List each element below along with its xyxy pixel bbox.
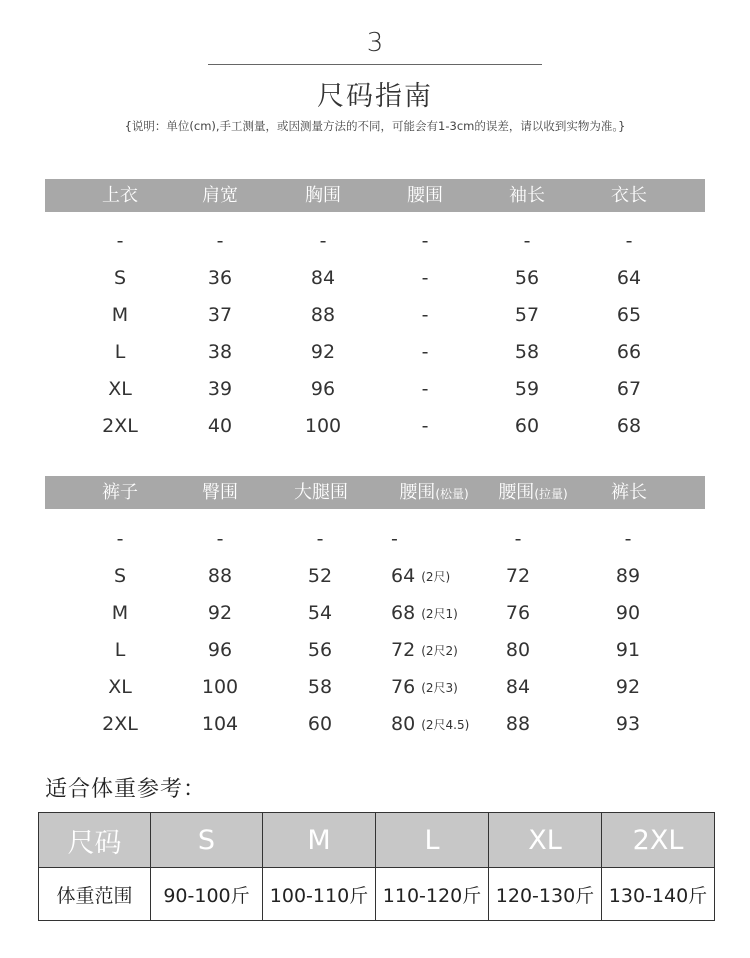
waist-chi-note: (2尺1)	[421, 607, 458, 621]
pants-table-cell	[308, 713, 332, 735]
top-table-cell: 36	[207, 267, 233, 289]
pants-header-cell: 裤长	[611, 482, 647, 503]
page-title: 尺码指南	[317, 81, 433, 112]
pants-table-cell	[616, 713, 640, 735]
weight-size-cell: 2XL	[602, 813, 715, 868]
pants-table-cell	[317, 528, 324, 550]
pants-table-cell	[616, 639, 640, 661]
pants-table-cell	[108, 676, 132, 698]
pants-cell-value: -	[316, 528, 324, 550]
pants-table-cell	[625, 528, 632, 550]
top-table-cell: 96	[310, 378, 336, 400]
pants-table-cell	[308, 602, 332, 624]
top-table-cell: -	[216, 230, 224, 252]
top-table-cell: 92	[310, 341, 336, 363]
top-table-cell: -	[421, 304, 429, 326]
pants-table-cell	[506, 639, 530, 661]
pants-cell-value: -	[514, 528, 522, 550]
weight-size-cell: XL	[489, 813, 602, 868]
top-table-cell: -	[421, 267, 429, 289]
pants-table-cell	[308, 676, 332, 698]
pants-cell-value: 92	[615, 676, 641, 698]
pants-cell-value: -	[116, 528, 124, 550]
pants-cell-value: 2XL	[102, 713, 138, 735]
pants-table-cell	[506, 565, 530, 587]
weight-range-cell: 100-110斤	[263, 868, 376, 921]
top-table-cell: 88	[310, 304, 336, 326]
top-table-cell: S	[113, 267, 127, 289]
pants-header-cell: 臀围	[202, 482, 238, 503]
top-table-cell: -	[625, 230, 633, 252]
pants-table-cell	[208, 639, 232, 661]
pants-table-cell	[391, 602, 458, 624]
top-table-cell: -	[116, 230, 124, 252]
waist-chi-note: (2尺4.5)	[421, 718, 470, 732]
pants-table-cell	[515, 528, 522, 550]
pants-table-cell	[202, 676, 238, 698]
pants-cell-value: 54	[307, 602, 333, 624]
pants-cell-value: 58	[307, 676, 333, 698]
waist-chi-note: (2尺3)	[421, 681, 458, 695]
top-table-cell: -	[421, 230, 429, 252]
top-table-cell: 60	[514, 415, 540, 437]
pants-cell-value: 92	[207, 602, 233, 624]
pants-table-cell	[102, 713, 138, 735]
weight-row-label: 体重范围	[39, 868, 151, 921]
pants-cell-value: 90	[615, 602, 641, 624]
pants-cell-value: 88	[207, 565, 233, 587]
pants-cell-value: 76	[505, 602, 531, 624]
pants-header-cell: 裤子	[102, 482, 138, 503]
pants-cell-value: 84	[505, 676, 531, 698]
pants-table-cell	[616, 676, 640, 698]
pants-cell-value: 56	[307, 639, 333, 661]
weight-range-cell: 120-130斤	[489, 868, 602, 921]
pants-table-cell	[217, 528, 224, 550]
pants-table-cell	[202, 713, 238, 735]
top-table-cell: 84	[310, 267, 336, 289]
pants-table-cell	[391, 676, 458, 698]
pants-cell-value: 80	[391, 713, 416, 735]
weight-range-cell: 90-100斤	[151, 868, 263, 921]
top-table-cell: 59	[514, 378, 540, 400]
top-table-cell: 40	[207, 415, 233, 437]
top-table-cell: -	[421, 341, 429, 363]
page-number: 3	[366, 28, 384, 58]
top-table-cell: 100	[304, 415, 342, 437]
weight-header-label: 尺码	[39, 813, 151, 868]
top-table-cell: XL	[108, 378, 132, 400]
pants-table-cell	[616, 602, 640, 624]
weight-heading: 适合体重参考：	[45, 777, 207, 802]
top-header-cell: 衣长	[611, 185, 647, 206]
top-table-cell: 67	[616, 378, 642, 400]
pants-table-header	[45, 476, 705, 509]
pants-table-cell	[114, 565, 126, 587]
top-table-cell: 2XL	[102, 415, 138, 437]
pants-cell-value: 96	[207, 639, 233, 661]
top-header-cell: 袖长	[509, 185, 545, 206]
pants-cell-value: 91	[615, 639, 641, 661]
pants-cell-value: 72	[391, 639, 416, 661]
top-table-header	[45, 179, 705, 212]
pants-cell-value: -	[391, 528, 398, 550]
weight-size-row	[39, 813, 715, 868]
pants-table-cell	[208, 565, 232, 587]
pants-header-cell: 大腿围	[294, 482, 348, 503]
top-table-cell: 65	[616, 304, 642, 326]
pants-table-cell	[112, 602, 128, 624]
top-table-cell: 64	[616, 267, 642, 289]
pants-table-cell	[391, 528, 404, 550]
waist-chi-note: (2尺)	[421, 570, 451, 584]
pants-table-cell	[308, 565, 332, 587]
pants-header-cell: 腰围(拉量)	[498, 482, 568, 503]
title-divider	[208, 64, 542, 65]
top-header-cell: 上衣	[102, 185, 138, 206]
top-table-cell: L	[114, 341, 126, 363]
weight-range-cell: 130-140斤	[602, 868, 715, 921]
top-table-cell: 56	[514, 267, 540, 289]
pants-table-cell	[391, 713, 469, 735]
pants-table-cell	[391, 639, 458, 661]
pants-table-cell	[115, 639, 126, 661]
pants-cell-value: 52	[307, 565, 333, 587]
pants-cell-value: -	[624, 528, 632, 550]
pants-table-cell	[616, 565, 640, 587]
pants-table-cell	[506, 713, 530, 735]
pants-table-cell	[506, 602, 530, 624]
top-table-cell: -	[319, 230, 327, 252]
pants-cell-value: 88	[505, 713, 531, 735]
pants-cell-value: M	[111, 602, 129, 624]
top-table-cell: M	[111, 304, 129, 326]
pants-cell-value: L	[114, 639, 126, 661]
pants-cell-value: 76	[391, 676, 416, 698]
pants-cell-value: S	[113, 565, 127, 587]
pants-cell-value: -	[216, 528, 224, 550]
top-table-cell: 58	[514, 341, 540, 363]
pants-cell-value: 72	[505, 565, 531, 587]
measurement-note: {说明：单位(cm),手工测量，或因测量方法的不同，可能会有1-3cm的误差，请以收到实物为准。}	[124, 119, 626, 133]
top-table-cell: 37	[207, 304, 233, 326]
top-table-cell: 68	[616, 415, 642, 437]
pants-table-cell	[391, 565, 450, 587]
weight-range-row	[39, 868, 715, 921]
pants-cell-value: XL	[108, 676, 132, 698]
top-table-cell: -	[421, 378, 429, 400]
pants-table-cell	[308, 639, 332, 661]
top-header-cell: 胸围	[305, 185, 341, 206]
weight-size-cell: S	[151, 813, 263, 868]
pants-cell-value: 60	[307, 713, 333, 735]
top-table-cell: 57	[514, 304, 540, 326]
top-table-cell: 66	[616, 341, 642, 363]
pants-header-cell: 腰围(松量)	[399, 482, 469, 503]
top-header-cell: 腰围	[407, 185, 443, 206]
pants-table-cell	[208, 602, 232, 624]
weight-size-cell: M	[263, 813, 376, 868]
pants-table-cell	[506, 676, 530, 698]
top-table-cell: -	[421, 415, 429, 437]
pants-cell-value: 104	[201, 713, 239, 735]
weight-table	[38, 812, 715, 921]
pants-cell-value: 64	[391, 565, 416, 587]
top-table-cell: 38	[207, 341, 233, 363]
top-table-cell: -	[523, 230, 531, 252]
pants-cell-value: 93	[615, 713, 641, 735]
top-table-cell: 39	[207, 378, 233, 400]
weight-size-cell: L	[376, 813, 489, 868]
waist-chi-note: (2尺2)	[421, 644, 458, 658]
pants-cell-value: 68	[391, 602, 416, 624]
pants-cell-value: 100	[201, 676, 239, 698]
pants-cell-value: 89	[615, 565, 641, 587]
pants-cell-value: 80	[505, 639, 531, 661]
weight-range-cell: 110-120斤	[376, 868, 489, 921]
pants-table-cell	[117, 528, 124, 550]
top-header-cell: 肩宽	[202, 185, 238, 206]
